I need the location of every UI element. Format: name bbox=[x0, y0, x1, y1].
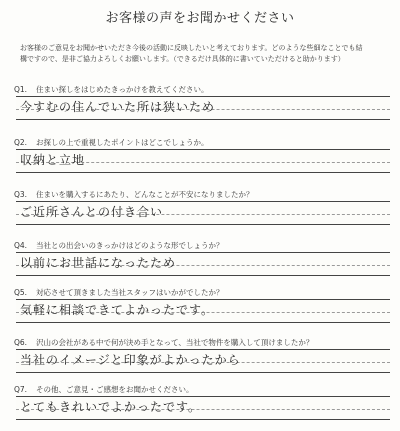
question-6 bbox=[14, 337, 390, 373]
question-label bbox=[14, 137, 390, 149]
answer-field[interactable] bbox=[16, 299, 390, 323]
handwritten-answer: 気軽に相談できてよかったです。 bbox=[20, 303, 215, 317]
question-label bbox=[14, 384, 390, 396]
handwritten-answer: 収納と立地 bbox=[20, 153, 86, 167]
question-5 bbox=[14, 287, 390, 323]
question-text: 住まい探しをはじめたきっかけを教えてください。 bbox=[36, 85, 209, 94]
question-number: Q1. bbox=[14, 85, 28, 94]
question-number: Q7. bbox=[14, 385, 28, 394]
question-text: 対応させて頂きました当社スタッフはいかがでしたか？ bbox=[36, 288, 224, 297]
question-text: 住まいを購入するにあたり、どんなことが不安になりましたか？ bbox=[36, 190, 254, 199]
answer-field[interactable] bbox=[16, 96, 390, 120]
handwritten-answer: 以前にお世話になったため bbox=[20, 256, 177, 270]
question-label bbox=[14, 240, 390, 252]
question-label bbox=[14, 337, 390, 349]
answer-field[interactable] bbox=[16, 349, 390, 373]
intro-text bbox=[20, 43, 390, 65]
intro-line: 構ですので、是非ご協力よろしくお願いします。（できるだけ具体的に書いていただけると助かります） bbox=[20, 55, 345, 63]
intro-line: お客様のご意見をお聞かせいただき今後の活動に反映したいと考えております。どのような些細なことでも結 bbox=[20, 44, 363, 52]
question-number: Q4. bbox=[14, 241, 28, 250]
question-2 bbox=[14, 137, 390, 173]
answer-field[interactable] bbox=[16, 201, 390, 225]
question-number: Q6. bbox=[14, 338, 28, 347]
question-text: その他、ご意見・ご感想をお聞かせください。 bbox=[36, 385, 194, 394]
question-4 bbox=[14, 240, 390, 276]
question-7 bbox=[14, 384, 390, 420]
question-text: 沢山の会社がある中で何が決め手となって、当社で物件を購入して頂けましたか？ bbox=[36, 338, 314, 347]
handwritten-answer: とてもきれいでよかったです。 bbox=[20, 400, 202, 414]
handwritten-answer: 今すむの住んでいた所は狭いため bbox=[20, 100, 216, 114]
handwritten-answer: 当社のイメージと印象がよかったから bbox=[20, 353, 241, 367]
question-label bbox=[14, 84, 390, 96]
question-label bbox=[14, 287, 390, 299]
question-text: お探しの上で重視したポイントはどこでしょうか。 bbox=[36, 138, 209, 147]
question-1 bbox=[14, 84, 390, 120]
question-number: Q2. bbox=[14, 138, 28, 147]
answer-field[interactable] bbox=[16, 396, 390, 420]
question-number: Q3. bbox=[14, 190, 28, 199]
handwritten-answer: ご近所さんとの付き合い bbox=[20, 205, 164, 219]
answer-field[interactable] bbox=[16, 149, 390, 173]
form-title: お客様の声をお聞かせください bbox=[105, 11, 295, 26]
question-3 bbox=[14, 189, 390, 225]
question-label bbox=[14, 189, 390, 201]
question-text: 当社との出会いのきっかけはどのような形でしょうか？ bbox=[36, 241, 224, 250]
answer-field[interactable] bbox=[16, 252, 390, 276]
question-number: Q5. bbox=[14, 288, 28, 297]
